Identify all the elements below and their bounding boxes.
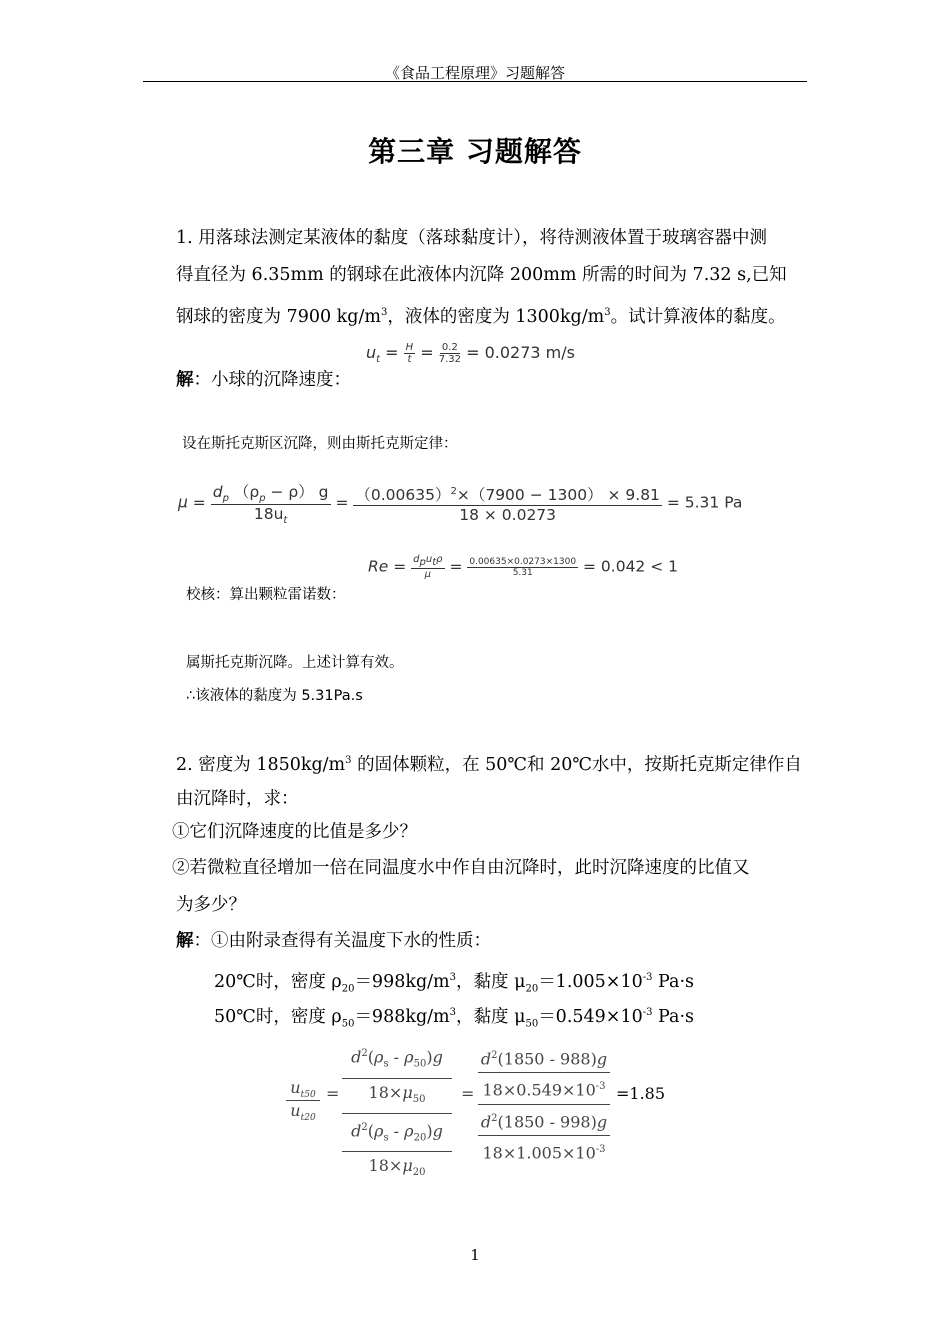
velocity-ratio-result: =1.85 — [616, 1084, 666, 1103]
q1-line3: 钢球的密度为 7900 $kg/m^3$，液体的密度为 $1300kg/m^3$。试计算液体的黏度。 — [176, 306, 786, 327]
q1-final-answer: ∴该液体的黏度为 5.31Pa.s — [186, 688, 363, 704]
q1-solution-label: 解：小球的沉降速度： — [176, 370, 351, 390]
viscosity-equation: μ = $\frac{d_p (\rho_p - \rho) g}{18u_t}$ = $\frac{(0.00635)^2\times(7900 - 1300) \times 9.81}{18 \times 0.0273}$ = 5.31 Pa — [178, 480, 742, 526]
q2-line2: 由沉降时，求： — [176, 789, 299, 809]
page-header: 《食品工程原理》习题解答 — [384, 64, 565, 82]
q2-solution-label: 解：①由附录查得有关温度下水的性质： — [176, 931, 491, 951]
q1-conclusion-stokes: 属斯托克斯沉降。上述计算有效。 — [186, 655, 404, 671]
stokes-assumption: 设在斯托克斯区沉降，则由斯托克斯定律： — [182, 436, 458, 452]
reynolds-check: 校核：算出颗粒雷诺数： — [186, 587, 346, 603]
q2-item2: ②若微粒直径增加一倍在同温度水中作自由沉降时，此时沉降速度的比值又 — [172, 858, 750, 878]
q1-line1: 1. 用落球法测定某液体的黏度（落球黏度计），将待测液体置于玻璃容器中测 — [176, 228, 768, 248]
q2-line1: 2. 密度为 $1850kg/m^3$ 的固体颗粒，在 50℃和 20℃水中，按斯托克斯定律作自 — [176, 754, 802, 775]
water-props-20c: 20℃时，密度 $\rho_{20}=998kg/m^3$，黏度 $\mu_{20}=1.005\times 10^{-3}$ Pa·s — [214, 971, 694, 995]
chapter-title: 第三章 习题解答 — [368, 135, 582, 168]
water-props-50c: 50℃时，密度 $\rho_{50}=988kg/m^3$，黏度 $\mu_{50}=0.549\times 10^{-3}$ Pa·s — [214, 1006, 694, 1030]
q1-line2: 得直径为 6.35mm 的钢球在此液体内沉降 200mm 所需的时间为 7.32 s,已知 — [176, 265, 787, 285]
q2-item1: ①它们沉降速度的比值是多少？ — [172, 822, 417, 842]
page-number: 1 — [470, 1246, 480, 1264]
settling-velocity-equation: $u_t$ = $\frac{H}{t}$ = $\frac{0.2}{7.32}$ = 0.0273 m/s — [366, 342, 575, 366]
header-rule — [143, 81, 807, 82]
q2-item2-cont: 为多少？ — [176, 895, 246, 915]
reynolds-equation: Re = $\frac{d_pu_t\rho}{\mu}$ = $\frac{0.00635\times 0.0273\times 1300}{5.31}$ = 0.042 < 1 — [368, 554, 678, 580]
